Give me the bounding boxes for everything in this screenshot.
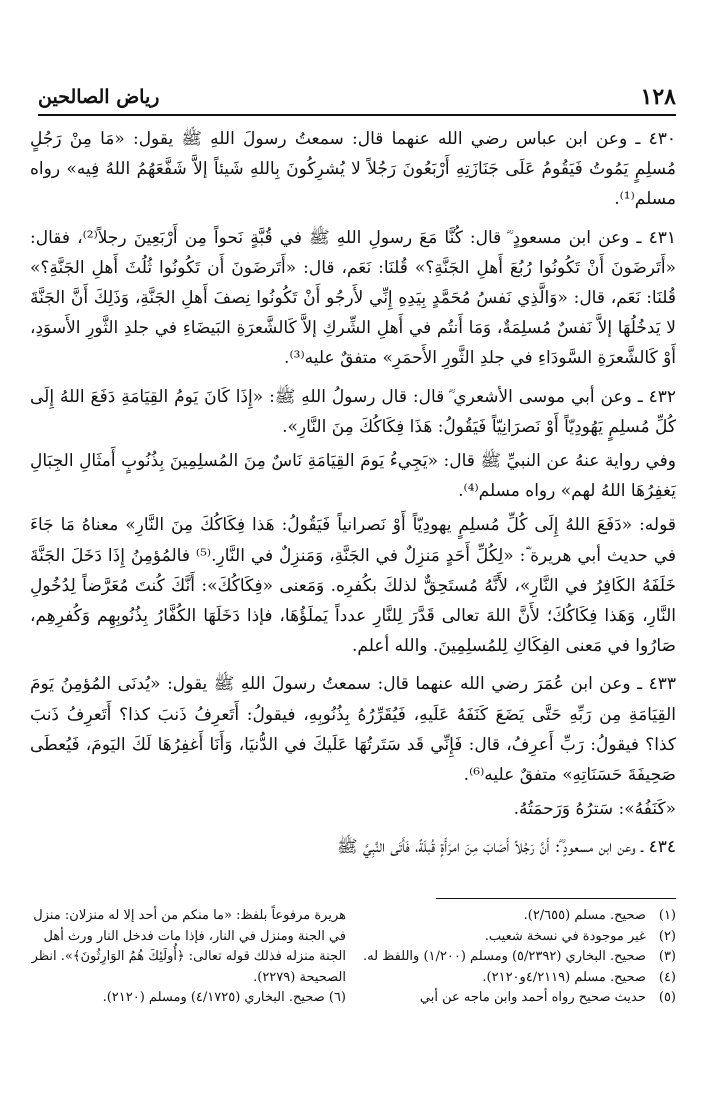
footnotes-left-column <box>30 906 346 1009</box>
page-number: ١٢٨ <box>640 84 676 110</box>
hadith-paragraph: ٤٣٣ ـ وعن ابن عُمَرَ رضي الله عنهما قال: سمعتُ رسولَ اللهِ ﷺ يقول: «يُدنَى المُؤمِنُ يَومَ القِيَامَةِ مِن رَبِّهِ حَتَّى يَضَعَ كَنَفَهُ عَلَيهِ، فَيُقَرِّرُهُ بِذُنُوبِهِ، فيقولُ: أَتَعرِفُ ذَنبَ كذا؟ أَتَعرِفُ ذَنبَ كذا؟ فيقولُ: رَبِّ أَعرِفُ، قال: فَإِنِّي قَد سَتَرتُهَا عَلَيكَ في الدُّنيَا، وَأَنَا أَغفِرُهَا لَكَ اليَومَ، فَيُعطَى صَحِيفَةَ حَسَنَاتِهِ» متفقٌ عليه⁽⁶⁾. <box>30 674 676 786</box>
footnote-continuation: هريرة مرفوعاً بلفظ: «ما منكم من أحد إلا له منزلان: منزل في الجنة ومنزل في النار، فإذا مات فدخل النار ورث أهل الجنة منزله فذلك قوله تعالى: ﴿أُولَئِكَ هُمُ الوَارِثُونَ﴾». انظر الصحيحة (٢٢٧٩). <box>31 908 346 985</box>
footnote-divider <box>436 898 676 899</box>
footnote: (١) صحيح. مسلم (٢/٦٥٥). <box>523 908 676 923</box>
footnote: (٦) صحيح. البخاري (٤/١٧٢٥) ومسلم (٢١٢٠). <box>102 990 346 1005</box>
footnote: (٤) صحيح. مسلم (٤/٢١١٩و٢١٢٠). <box>482 969 676 985</box>
hadith-paragraph: وفي رواية عنهُ عن النبيِّ ﷺ قال: «يَجِيءُ يَومَ القِيَامَةِ نَاسٌ مِنَ المُسلِمِينَ بِذُنُوبٍ أَمثَالِ الجِبَالِ يَغفِرُهَا اللهُ لهم» رواه مسلم⁽⁴⁾. <box>30 451 676 502</box>
gloss-paragraph: «كَنَفُهُ»: سَترُهُ وَرَحمَتُهُ. <box>513 799 676 820</box>
hadith-paragraph: ٤٣٠ ـ وعن ابن عباس رضي الله عنهما قال: سمعتُ رسولَ اللهِ ﷺ يقول: «مَا مِنْ رَجُلٍ مُسلِمٍ يَمُوتُ فَيَقُومُ عَلَى جَنَازَتِهِ أَرْبَعُونَ رَجُلاً لا يُشرِكُونَ بِاللهِ شَيئاً إلاَّ شَفَّعَهُمُ اللهُ فِيه» رواه مسلم⁽¹⁾. <box>30 129 676 210</box>
commentary-paragraph: قوله: «دَفَعَ اللهُ إِلَى كُلِّ مُسلِمٍ يهودِيّاً أَوْ نَصرانياً فَيَقُولُ: هَذا فِكَاكُكَ مِنَ النَّارِ» معناهُ مَا جَاءَ في حديث أبي هريرة ؓ: «لِكُلِّ أَحَدٍ مَنزِلٌ في الجَنَّةِ، وَمَنزِلٌ في النَّارِ.⁽⁵⁾ فالمُؤمِنُ إِذَا دَخَلَ الجَنَّةَ خَلَفَهُ الكَافِرُ في النَّارِ»، لأَنَّهُ مُستَحِقٌّ لذلكَ بكُفرِه. وَمَعنى «فِكَاكُكَ»: أَنَّكَ كُنتَ مُعَرَّضاً لِدُخُولِ النَّارِ، وَهَذا فِكَاكُكَ؛ لأَنَّ اللهَ تعالى قَدَّرَ لِلنَّارِ عدداً يَملَؤُهَا، فإذا دَخَلَهَا الكُفَّارُ بِذُنُوبِهِم وَكُفرِهِم، صَارُوا في مَعنى الفِكَاكِ لِلمُسلِمِينَ. والله أعلم. <box>30 515 676 657</box>
hadith-paragraph: ٤٣٢ ـ وعن أبي موسى الأشعري ؓ قال: قال رسولُ اللهِ ﷺ: «إِذَا كَانَ يَومُ القِيَامَةِ دَفَعَ اللهُ إِلَى كُلِّ مُسلِمٍ يَهُودِيّاً أَوْ نَصرَانِيّاً فَيَقُولُ: هَذَا فِكَاكُكَ مِنَ النَّارِ». <box>30 386 676 437</box>
main-text <box>30 124 676 880</box>
hadith-432 <box>30 382 676 662</box>
hadith-paragraph: ٤٣١ ـ وعن ابن مسعودٍ ؓ قال: كُنَّا مَعَ رسولِ اللهِ ﷺ في قُبَّةٍ نَحواً مِن أَرْبَعِينَ رجلاً⁽²⁾، فقال: «أَتَرضَونَ أَنْ تَكُونُوا رُبُعَ أَهلِ الجَنَّةِ؟» قُلنَا: نَعَم، قال: «أَتَرضَونَ أَن تَكُونُوا ثُلُثَ أَهلِ الجَنَّةِ؟» قُلنَا: نَعَم، قال: «وَالَّذِي نَفسُ مُحَمَّدٍ بِيَدِهِ إِنِّي لأَرجُو أَنْ تَكُونُوا نِصفَ أَهلِ الجَنَّةِ، وَذَلِكَ أَنَّ الجَنَّةَ لا يَدخُلُهَا إلاَّ نَفسٌ مُسلِمَةٌ، وَمَا أَنتُم في أَهلِ الشِّركِ إلاَّ كَالشَّعرَةِ البَيضَاءِ في جلدِ الثَّورِ الأَسوَدِ، أَوْ كَالشَّعرَةِ السَّودَاءِ في جلدِ الثَّورِ الأَحمَرِ» متفقٌ عليه⁽³⁾. <box>30 227 676 369</box>
footnote: (٥) حديث صحيح رواه أحمد وابن ماجه عن أبي <box>419 990 676 1005</box>
footnote: (٣) صحيح. البخاري (٥/٢٣٩٢) ومسلم (١/٢٠٠) واللفظ له. <box>363 949 676 964</box>
hadith-433 <box>30 669 676 824</box>
page-header <box>38 84 676 116</box>
footnote: (٢) غير موجودة في نسخة شعيب. <box>484 928 676 944</box>
running-title: رياض الصالحين <box>38 86 160 108</box>
hadith-434-start: ٤٣٤ ـ وعن ابن مسعودٍ ؓ: أَنَّ رَجُلاً أَصَابَ مِنَ امرَأَةٍ قُبلَةً، فَأَتَى النَّبِيَّ ﷺ <box>337 837 676 858</box>
hadith-431 <box>30 223 676 374</box>
hadith-430 <box>30 124 676 215</box>
footnotes-right-column <box>356 906 676 1009</box>
